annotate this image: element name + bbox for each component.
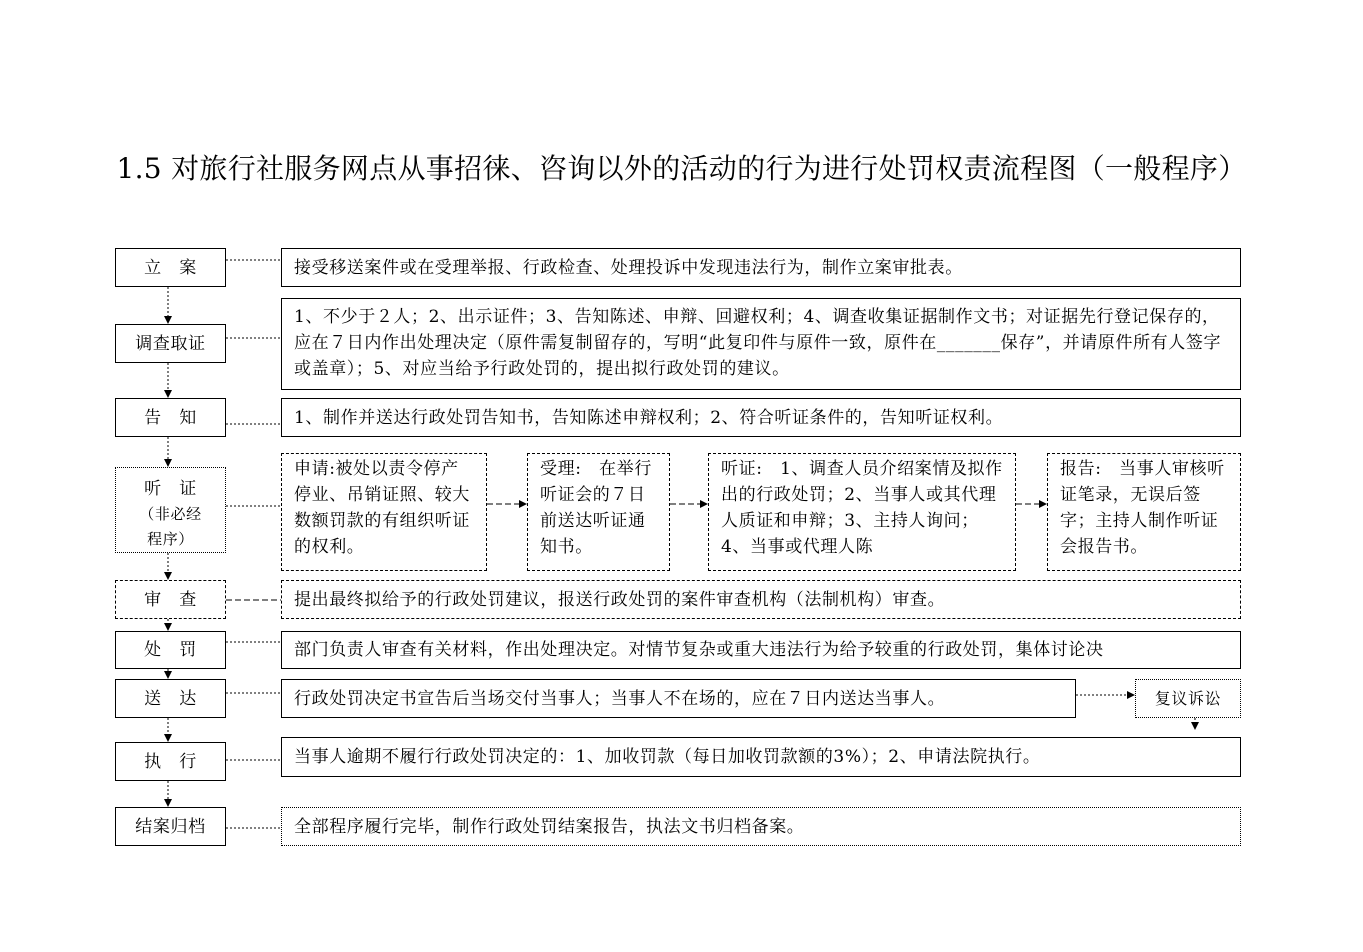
step-jie-an-label: 结案归档	[135, 816, 206, 837]
page-title: 1.5 对旅行社服务网点从事招徕、咨询以外的活动的行为进行处罚权责流程图（一般程序）	[116, 152, 1247, 185]
fu-yi-label: 复议诉讼	[1154, 688, 1222, 708]
step-diao-cha-label: 调查取证	[135, 333, 206, 354]
hearing-accept	[527, 453, 670, 571]
desc-diao-cha	[281, 298, 1241, 390]
desc-song-da	[281, 679, 1076, 718]
step-ting-zheng-note-1: （非必经	[139, 505, 202, 523]
desc-gao-zhi	[281, 398, 1241, 437]
hearing-report-text: 报告: 当事人审核听证笔录，无误后签字；主持人制作听证会报告书。	[1060, 459, 1225, 557]
hearing-apply-text: 申请:被处以责令停产停业、吊销证照、较大数额罚款的有组织听证的权利。	[294, 459, 470, 557]
step-chu-fa	[115, 631, 226, 669]
step-song-da-label: 送 达	[144, 688, 197, 709]
hearing-proceed	[708, 453, 1016, 571]
step-zhi-xing-label: 执 行	[144, 751, 197, 772]
hearing-report	[1047, 453, 1241, 571]
step-jie-an	[115, 807, 226, 846]
step-ting-zheng-note-2: 程序）	[147, 530, 194, 548]
step-song-da	[115, 679, 226, 718]
desc-zhi-xing-text: 当事人逾期不履行行政处罚决定的：1、加收罚款（每日加收罚款额的3%）；2、申请法院执行。	[294, 747, 1041, 767]
step-shen-cha	[115, 580, 226, 619]
step-gao-zhi-label: 告 知	[144, 407, 197, 428]
desc-li-an	[281, 248, 1241, 287]
step-ting-zheng	[115, 467, 226, 553]
desc-shen-cha	[281, 580, 1241, 619]
desc-chu-fa	[281, 631, 1241, 669]
desc-shen-cha-text: 提出最终拟给予的行政处罚建议，报送行政处罚的案件审查机构（法制机构）审查。	[294, 589, 946, 610]
step-li-an-label: 立 案	[144, 257, 197, 278]
step-li-an	[115, 248, 226, 287]
step-shen-cha-label: 审 查	[144, 589, 197, 610]
desc-diao-cha-text: 1、不少于２人；2、出示证件；3、告知陈述、申辩、回避权利；4、调查收集证据制作文书；对证据先行登记保存的，应在７日内作出处理决定（原件需复制留存的，写明“此复印件与原件一致，原件在_______保存”，并请原件所有人签字或盖章）；5、对应当给予行政处罚的，提出拟行政处罚的建议。	[294, 307, 1222, 379]
step-zhi-xing	[115, 742, 226, 781]
desc-jie-an	[281, 807, 1241, 846]
hearing-apply	[281, 453, 487, 571]
step-ting-zheng-label: 听 证	[144, 479, 197, 499]
step-gao-zhi	[115, 398, 226, 437]
step-chu-fa-label: 处 罚	[144, 640, 197, 660]
desc-song-da-text: 行政处罚决定书宣告后当场交付当事人；当事人不在场的，应在７日内送达当事人。	[294, 688, 946, 709]
step-diao-cha	[115, 324, 226, 363]
desc-zhi-xing	[281, 737, 1241, 777]
desc-jie-an-text: 全部程序履行完毕，制作行政处罚结案报告，执法文书归档备案。	[294, 816, 805, 837]
desc-chu-fa-text: 部门负责人审查有关材料，作出处理决定。对情节复杂或重大违法行为给予较重的行政处罚，集体讨论决	[294, 640, 1104, 660]
hearing-proceed-text: 听证: 1、调查人员介绍案情及拟作出的行政处罚；2、当事人或其代理人质证和申辩；3、主持人询问；4、当事或代理人陈	[721, 459, 1003, 557]
desc-li-an-text: 接受移送案件或在受理举报、行政检查、处理投诉中发现违法行为，制作立案审批表。	[294, 257, 963, 278]
fu-yi-box	[1135, 679, 1241, 718]
desc-gao-zhi-text: 1、制作并送达行政处罚告知书，告知陈述申辩权利；2、符合听证条件的，告知听证权利。	[294, 407, 1004, 428]
hearing-accept-text: 受理: 在举行听证会的７日前送达听证通知书。	[540, 459, 652, 557]
